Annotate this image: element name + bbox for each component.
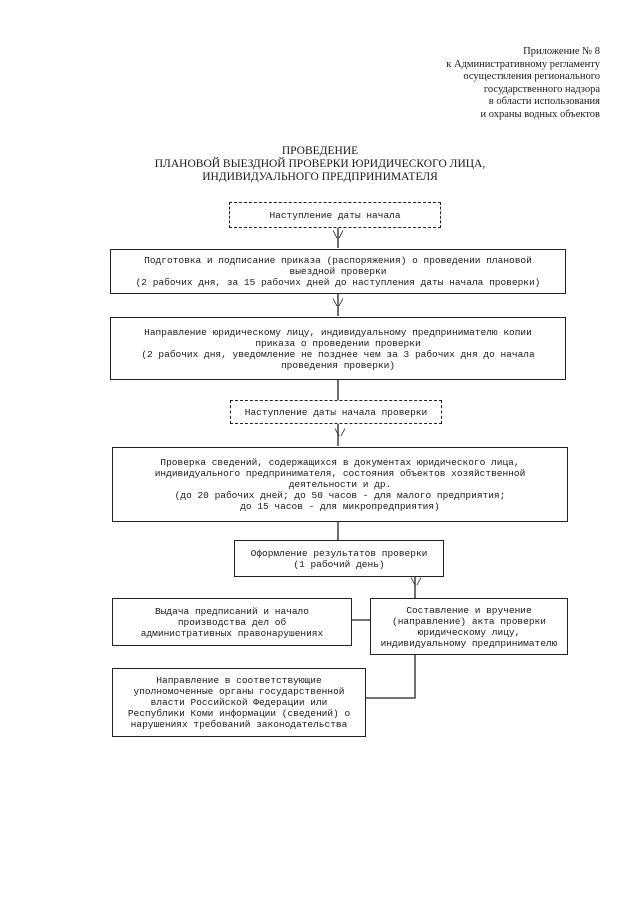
- start-date-box: [229, 202, 441, 228]
- send-copy-text: Направление юридическому лицу, индивидуальному предпринимателю копии приказа о проведении проверки (2 рабочих дня, уведомление не позднее чем за 3 рабочих дня до начала проведения проверки): [141, 326, 535, 371]
- check-start-text: Наступление даты начала проверки: [244, 406, 428, 418]
- annex-line: в области использования: [488, 96, 600, 107]
- send-copy-box: [110, 317, 566, 380]
- annex-line: и охраны водных объектов: [480, 108, 600, 120]
- issue-orders-text: Выдача предписаний и начало производства дел об административных правонарушениях: [140, 605, 324, 639]
- verification-box: [112, 447, 568, 522]
- annex-line: Приложение № 8: [523, 46, 600, 57]
- title-line: ПРОВЕДЕНИЕ: [281, 145, 359, 157]
- issue-orders-box: [112, 598, 352, 646]
- annex-line: осуществления регионального: [463, 71, 600, 82]
- arrow-down-icon: \/: [410, 578, 423, 589]
- act-delivery-text: Составление и вручение (направление) акта проверки юридическому лицу, индивидуальному предпринимателю: [380, 604, 558, 649]
- title-line: ПЛАНОВОЙ ВЫЕЗДНОЙ ПРОВЕРКИ ЮРИДИЧЕСКОГО ЛИЦА,: [154, 158, 486, 170]
- prepare-order-box: [110, 249, 566, 294]
- arrow-down-icon: \/: [332, 231, 345, 242]
- results-box: [234, 540, 444, 577]
- arrow-down-icon: \/: [334, 429, 347, 440]
- connector-line: [366, 655, 415, 698]
- check-start-box: [230, 400, 442, 424]
- results-text: Оформление результатов проверки (1 рабочий день): [250, 547, 428, 570]
- send-info-text: Направление в соответствующие уполномоченные органы государственной власти Российской Федерации или Республики Коми информации (сведений) о нарушениях требований законодательства: [127, 675, 351, 730]
- arrow-down-icon: \/: [332, 299, 345, 310]
- send-info-box: [112, 668, 366, 737]
- title-line: ИНДИВИДУАЛЬНОГО ПРЕДПРИНИМАТЕЛЯ: [202, 171, 438, 183]
- annex-line: государственного надзора: [483, 83, 600, 95]
- prepare-order-text: Подготовка и подписание приказа (распоряжения) о проведении плановой выездной проверки (2 рабочих дня, за 15 рабочих дней до наступления даты начала проверки): [135, 255, 541, 288]
- start-date-text: Наступление даты начала: [269, 209, 401, 221]
- verification-text: Проверка сведений, содержащихся в документах юридического лица, индивидуального предпринимателя, состояния объектов хозяйственной деятельности и др. (до 20 рабочих дней; до 50 часов - для малого предприятия; до 15 часов - для микропредприятия): [154, 457, 526, 512]
- act-delivery-box: [370, 598, 568, 655]
- annex-line: к Административному регламенту: [446, 58, 600, 70]
